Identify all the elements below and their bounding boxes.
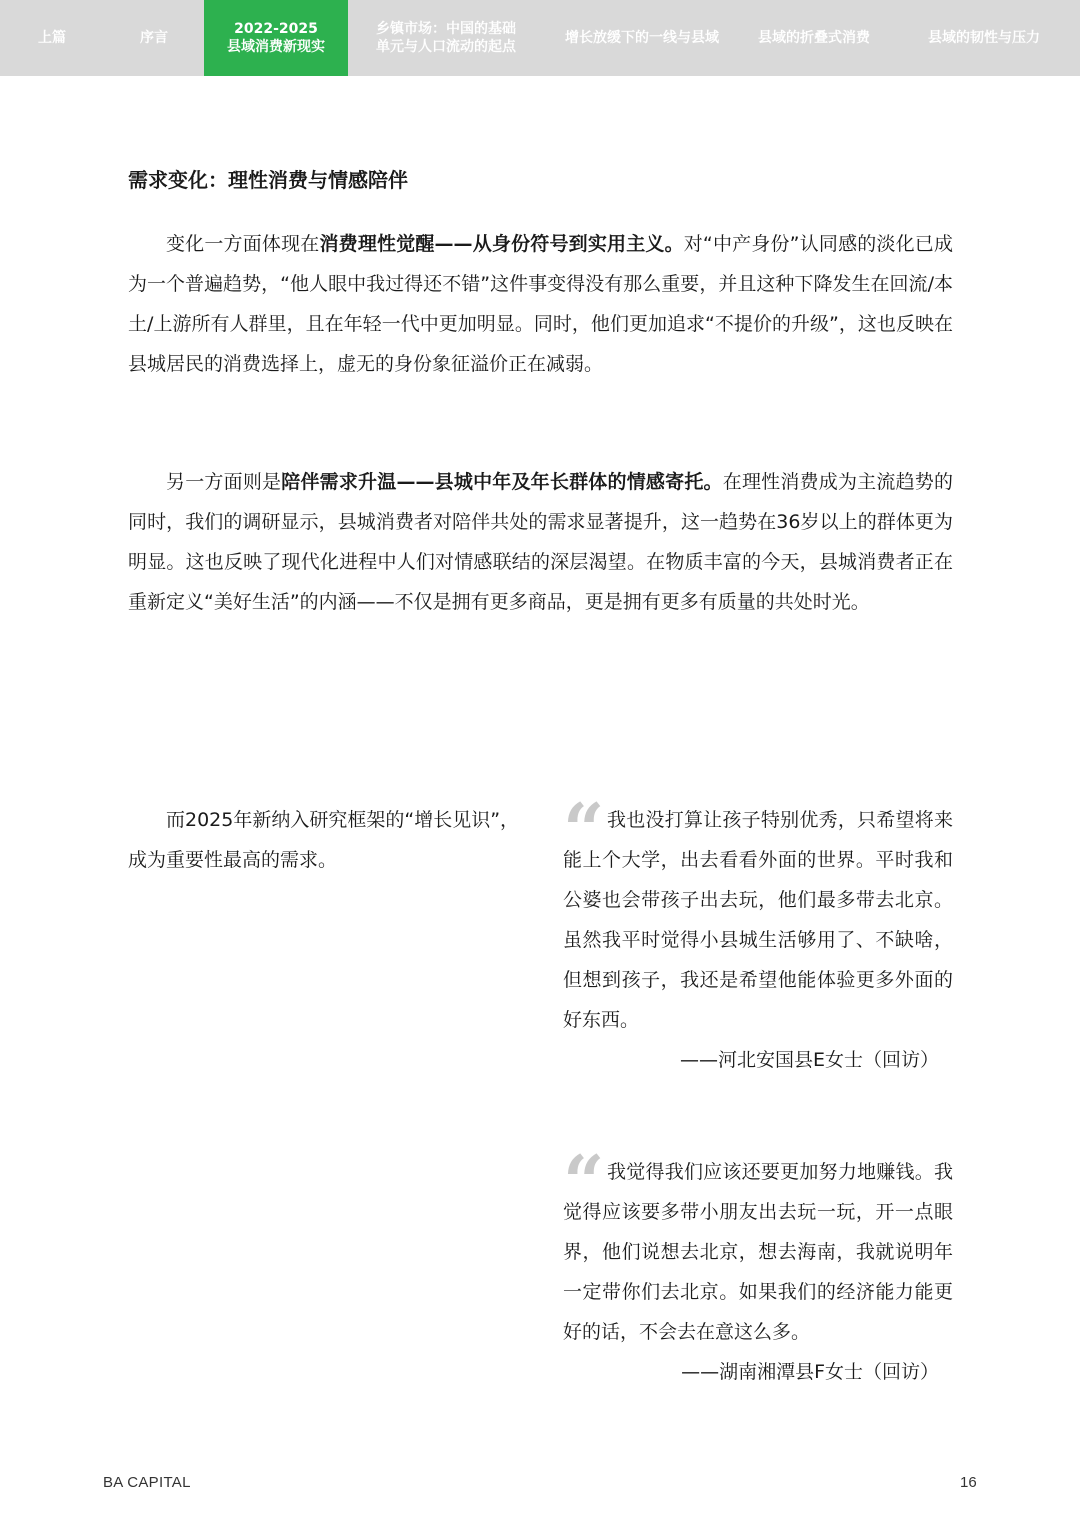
- paragraph-text: 对“中产身份”认同感的淡化已成为一个普遍趋势，“他人眼中我过得还不错”这件事变得没有那么重要，并且这种下降发生在回流/本土/上游所有人群里，且在年轻一代中更加明显。同时，他们更加追求“不提价的升级”，这也反映在县城居民的消费选择上，虚无的身份象征溢价正在减弱。: [128, 233, 953, 375]
- tab-township-market[interactable]: [348, 0, 544, 76]
- tab-label: 县域的韧性与压力: [928, 30, 1040, 46]
- tab-label: 县域的折叠式消费: [758, 30, 870, 46]
- quote-text: 我觉得我们应该还要更加努力地赚钱。我觉得应该要多带小朋友出去玩一玩，开一点眼界，他们说想去北京，想去海南，我就说明年一定带你们去北京。如果我们的经济能力能更好的话，不会去在意这么多。: [563, 1161, 953, 1343]
- page-content: [0, 76, 1080, 1526]
- tab-resilience-pressure[interactable]: [888, 0, 1080, 76]
- section-heading: 需求变化：理性消费与情感陪伴: [128, 168, 408, 192]
- quote-text: 我也没打算让孩子特别优秀，只希望将来能上个大学，出去看看外面的世界。平时我和公婆也会带孩子出去玩，他们最多带去北京。虽然我平时觉得小县城生活够用了、不缺啥，但想到孩子，我还是希望他能体验更多外面的好东西。: [563, 809, 953, 1031]
- quote-mark-icon: “: [563, 787, 605, 872]
- tab-folded-consumption[interactable]: [740, 0, 888, 76]
- paragraph-companionship: [128, 462, 953, 622]
- lead-paragraph: 而2025年新纳入研究框架的“增长见识”，成为重要性最高的需求。: [128, 809, 520, 871]
- tab-preface[interactable]: [104, 0, 204, 76]
- tab-label: 2022-2025: [234, 21, 318, 37]
- tab-label: 序言: [140, 30, 168, 46]
- paragraph-rational-consumption: [128, 224, 953, 384]
- quote-mark-icon: “: [563, 1139, 605, 1224]
- page-number: 16: [960, 1474, 977, 1491]
- tab-part-one[interactable]: [0, 0, 104, 76]
- paragraph-emphasis: 消费理性觉醒——从身份符号到实用主义。: [319, 233, 684, 255]
- footer-brand: BA CAPITAL: [103, 1474, 191, 1491]
- tab-label: 增长放缓下的一线与县域: [565, 30, 719, 46]
- paragraph-text: 另一方面则是: [166, 471, 282, 493]
- top-navigation: [0, 0, 1080, 76]
- tab-sublabel: 县域消费新现实: [227, 39, 325, 55]
- paragraph-text: 在理性消费成为主流趋势的同时，我们的调研显示，县城消费者对陪伴共处的需求显著提升，这一趋势在36岁以上的群体更为明显。这也反映了现代化进程中人们对情感联结的深层渴望。在物质丰富的今天，县城消费者正在重新定义“美好生活”的内涵——不仅是拥有更多商品，更是拥有更多有质量的共处时光。: [128, 471, 953, 613]
- tab-sublabel: 单元与人口流动的起点: [376, 39, 516, 55]
- tab-growth-slowdown[interactable]: [544, 0, 740, 76]
- paragraph-emphasis: 陪伴需求升温——县城中年及年长群体的情感寄托。: [281, 471, 723, 493]
- quote-source: ——河北安国县E女士（回访）: [679, 1049, 939, 1071]
- quote-block: [563, 1139, 953, 1392]
- quote-source: ——湖南湘潭县F女士（回访）: [681, 1361, 939, 1383]
- quote-block: [563, 787, 953, 1080]
- tab-2022-2025-county-consumption[interactable]: [204, 0, 348, 76]
- tab-label: 乡镇市场：中国的基础: [376, 21, 516, 37]
- tab-label: 上篇: [38, 30, 66, 46]
- paragraph-text: 变化一方面体现在: [166, 233, 320, 255]
